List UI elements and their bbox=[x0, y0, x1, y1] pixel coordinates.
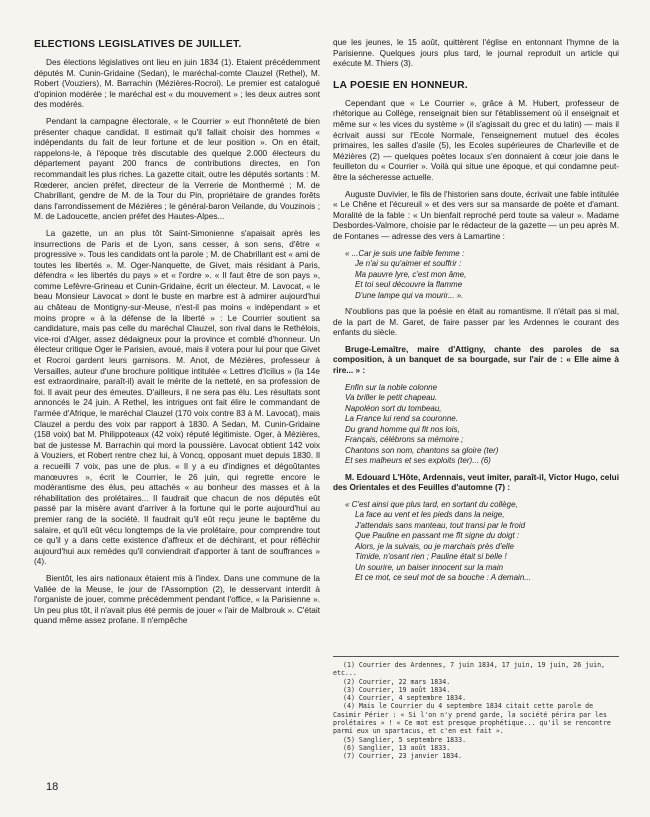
footnote: (4) Courrier, 4 septembre 1834. bbox=[343, 694, 467, 703]
poem-line: Alors, je la suivais, ou je marchais près d'elle bbox=[355, 541, 514, 551]
poem-line: Chantons son nom, chantons sa gloire (ter) bbox=[345, 445, 499, 455]
paragraph: que les jeunes, le 15 août, quittèrent l'église en entonnant l'hymne de la Parisienne. Quelques jours plus tard, le journal reproduit un article qui exécute M. Thiers (3). bbox=[333, 38, 619, 69]
footnote: (2) Courrier, 22 mars 1834. bbox=[343, 677, 451, 686]
footnote: (7) Courrier, 23 janvier 1834. bbox=[343, 752, 463, 761]
paragraph: La gazette, un an plus tôt Saint-Simonienne s'apaisait après les insurrections de Paris et de Lyon, sans cesser, à son sens, d'être « progressive ». Tous les candidats ont la parole ; M. de Chabrillant est « ami de toutes les libertés ». M. Oger-Nanquette, de Givet, mais résidant à Paris, défendra « les libertés du pays » et « l'ordre ». « Il faut être de son pays », comme Lefèvre-Grineau et Cunin-Gridaine, écrit un électeur. M. Lavocat, « le beau Monsieur Lavocat » dont le buste en marbre est à admirer aujourd'hui au château de Montigny-sur-Meuse, n'est-il pas moins « indépendant » et moins propre « à la défense de la liberté » : Le Courrier soutient sa candidature, mais pas celle du maréchal Clauzel, son rival dans le Rethélois, vice-roi d'Alger, assez dédaigneux pour la province et comblé d'honneur. Un électeur critique Oger le Parisien, avoué, mais il votera pour lui pour que Givet et Rocroi gardent leurs garnisons. M. Anot, de Mézières, professeur à Versailles, auteur d'une brochure politique intitulée « Lettres d'Icilius » (la 14e est extraordinaire, paraît-il) avait le mérite de la netteté, en sa profession de foi. Il avait peur des émeutes. D'ailleurs, il ne sera pas élu. Les résultats sont annoncés le 24 juin. A Rethel, les intrigues ont fait élire le commandant de l'armée d'Afrique, le maréchal Clauzel (170 voix contre 83 à M. Lavocat), mais Clauzel a perdu des voix par rapport à 1830. A Sedan, M. Cunin-Gridaine (158 voix) bat M. Philippoteaux (42 voix) réputé légitimiste. Oger, à Mézières, bat de justesse M. Barrachin qui mord la poussière. Lavocat obtient 142 voix à Vouziers, et Robert rentre chez lui, à Voncq, opposant muet depuis 1830. Il a recueilli 7 voix, pas une de plus. « Il y a eu d'indignes et dégoûtantes manœuvres », écrit le Courrier, le 26 juin, qui regrette encore le modérantisme des élus, peu attachés « au bonheur des masses et à la réhabilitation des prolétaires... Il faudrait que chacun de nos députés eût passé par la misère avant d'arriver à la fortune qui le porte aujourd'hui au premier rang de la société. Il faudrait qu'il eût reçu jeune le baptême du salaire, et qu'il eût vécu longtemps de la vie prolétaire, pour comprendre tout ce qu'il y a dans cette existence d'affreux et de déchirant, et pour réfléchir aujourd'hui aux remèdes qu'il conviendrait d'apporter à tant de souffrances » (4). bbox=[34, 228, 321, 567]
section-heading-poesie: LA POESIE EN HONNEUR. bbox=[333, 79, 468, 91]
poem-line: Et ce mot, ce seul mot de sa bouche : A demain... bbox=[355, 573, 531, 583]
poem-lhote bbox=[345, 500, 619, 584]
footnote: (5) Sanglier, 5 septembre 1833. bbox=[343, 735, 467, 744]
poem-line: Timide, n'osant rien ; Pauline était si belle ! bbox=[355, 552, 507, 562]
poem-line: Napoléon sort du tombeau, bbox=[345, 403, 442, 413]
paragraph: Auguste Duvivier, le fils de l'historien sans doute, écrivait une fable intitulée « Le Chêne et l'écureuil » et des vers sur sa mansarde de poète et d'amant. Moralité de la fable : « Un bienfait reproché perd toute sa valeur ». Madame Desbordes-Valmore, choisie par le rédacteur de la gazette — un peu après M. de Fontanes — adresse des vers à Lamartine : bbox=[333, 189, 619, 241]
poem-line: La France lui rend sa couronne. bbox=[345, 414, 458, 424]
poem-line: Du grand homme qui fit nos lois, bbox=[345, 424, 460, 434]
paragraph: Cependant que « Le Courrier », grâce à M. Hubert, professeur de rhétorique au Collège, renseignait bien sur l'établissement où il enseignait et même sur « les vices du système » (il s'agissait du grec et du latin) — mais il écrivait aussi sur l'Ecole Normale, l'enseignement mutuel des écoles primaires, les salles d'asile (5), les Ecoles supérieures de Charleville et de Mézières (2) — quelques poètes locaux s'en donnaient à cœur joie dans le feuilleton du « Courrier ». Voilà qui situe une époque, et qui condamne peut-être la sécheresse actuelle. bbox=[333, 98, 619, 182]
footnote: (3) Courrier, 19 août 1834. bbox=[343, 685, 451, 694]
poem-line: « C'est ainsi que plus tard, en sortant du collège, bbox=[345, 499, 518, 509]
paragraph: M. Edouard L'Hôte, Ardennais, veut imiter, paraît-il, Victor Hugo, celui des Orientales et des Feuilles d'automne (7) : bbox=[333, 472, 619, 493]
poem-line: Et ses malheurs et ses exploits (ter)... (6) bbox=[345, 456, 491, 466]
poem-line: Ma pauvre lyre, c'est mon âme, bbox=[355, 269, 467, 279]
paragraph: Bientôt, les airs nationaux étaient mis à l'index. Dans une commune de la Vallée de la Meuse, le jour de l'Assomption (2), le desservant interdit à l'organiste de jouer, comme précédemment pendant l'office, « la Parisienne ». Un peu plus tôt, il n'avait plus été permis de jouer « l'air de Malbrouk ». C'était quand même assez profane. Il n'empêche bbox=[34, 573, 320, 626]
poem-line: J'attendais sans manteau, tout transi par le froid bbox=[355, 520, 526, 530]
poem-desbordes-valmore bbox=[345, 249, 619, 302]
paragraph: Pendant la campagne électorale, « le Courrier » eut l'honnêteté de bien présenter chaque candidat. Il estimait qu'il fallait choisir des hommes « indépendants du fait de leur fortune et de leur position ». On en était, rappelons-le, à l'époque très discutable des quelque 2.000 électeurs du département payant 200 francs de contributions directes, en l'on recommandait les plus riches. La gazette citait, outre les députés sortants : M. Rœderer, ancien préfet, directeur de la Verrerie de Monthermé ; M. de Chabrillant, gendre de M. de la Tour du Pin, propriétaire de grandes forêts dans l'arrondissement de Mézières ; le général-baron Veilande, du Vouzinois ; M. de Ladoucette, ancien préfet des Hautes-Alpes... bbox=[34, 116, 320, 222]
footnote: (4) Mais le Courrier du 4 septembre 1834 citait cette parole de Casimir Périer : « Si l'on n'y prend garde, la société périra par les prolétaires » ! « Ce mot est presque prophétique... qu'il se rencontre parmi eux un spartacus, et c'en est fait ». bbox=[333, 702, 611, 736]
paragraph: Des élections législatives ont lieu en juin 1834 (1). Etaient précédemment députés M. Cunin-Gridaine (Sedan), le maréchal-comte Clauzel (Rethel), M. Robert (Vouziers), M. Barrachin (Mézières-Rocroi). Le premier est catalogué d'opinion modérée ; le maréchal est « du mouvement » ; les deux autres sont des modérés. bbox=[34, 58, 320, 110]
footnote: (6) Sanglier, 13 août 1833. bbox=[343, 743, 451, 752]
poem-line: Et toi seul découvre la flamme bbox=[355, 280, 463, 289]
paragraph: N'oublions pas que la poésie en était au romantisme. Il n'était pas si mal, de la part de M. Garet, de faire passer par les Ardennes le courant des enfants du siècle. bbox=[333, 307, 619, 338]
paragraph: Bruge-Lemaître, maire d'Attigny, chante des paroles de sa composition, à un banquet de sa bourgade, sur l'air de : « Elle aime à rire... » : bbox=[333, 344, 619, 375]
poem-line: D'une lampe qui va mourir... ». bbox=[355, 290, 464, 300]
footnotes bbox=[333, 656, 619, 761]
right-column bbox=[333, 38, 619, 590]
poem-line: Va briller le petit chapeau. bbox=[345, 393, 438, 403]
poem-bruge-lemaitre bbox=[345, 383, 619, 467]
footnote: (1) Courrier des Ardennes, 7 juin 1834, 17 juin, 19 juin, 26 juin, etc... bbox=[333, 661, 606, 678]
poem-line: Un sourire, un baiser innocent sur la main bbox=[355, 562, 504, 572]
poem-line: Enfin sur la noble colonne bbox=[345, 382, 438, 392]
poem-line: « ...Car je suis une faible femme : bbox=[345, 248, 465, 258]
poem-line: Que Pauline en passant me fît signe du doigt : bbox=[355, 531, 520, 541]
left-column bbox=[34, 38, 320, 633]
poem-line: Français, célébrons sa mémoire ; bbox=[345, 435, 464, 445]
poem-line: Je n'ai su qu'aimer et souffrir : bbox=[355, 259, 462, 268]
poem-line: La face au vent et les pieds dans la neige, bbox=[355, 510, 505, 520]
section-heading-elections: ELECTIONS LEGISLATIVES DE JUILLET. bbox=[34, 39, 242, 50]
page-number: 18 bbox=[46, 781, 59, 793]
